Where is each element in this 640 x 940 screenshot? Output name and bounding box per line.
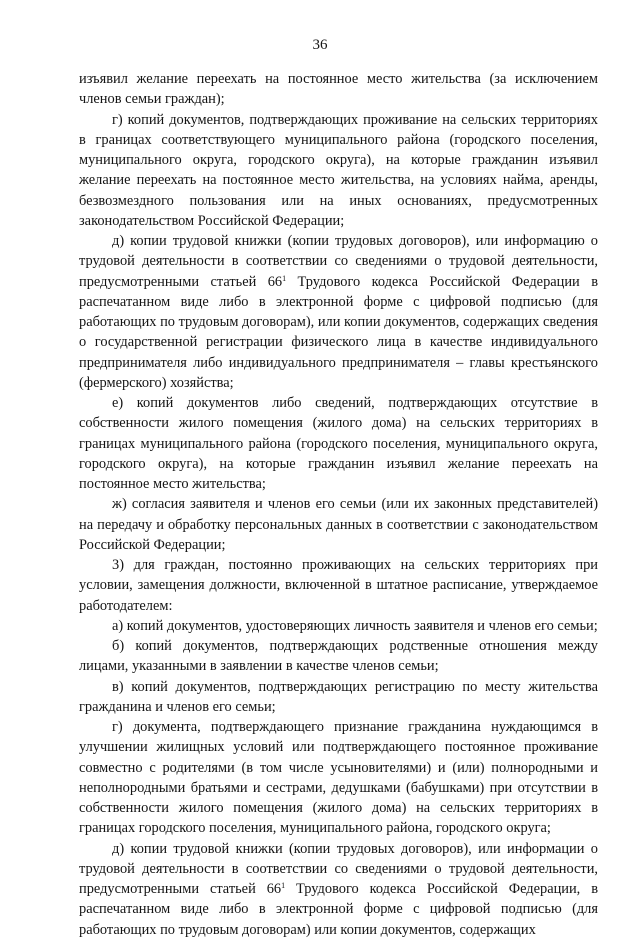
paragraph-item-g: г) копий документов, подтверждающих проживание на сельских территориях в границах соответствующего муниципального района (городского поселения, муниципального округа, городского округа), на которые гражданин изъявил желание переехать на постоянное место жительства, на условиях найма, аренды, безвозмездного пользования или на иных основаниях, предусмотренных законодательством Российской Федерации; <box>79 111 598 229</box>
paragraph-item-d <box>79 231 598 393</box>
paragraph-item-b: б) копий документов, подтверждающих родственные отношения между лицами, указанными в заявлении в качестве членов семьи; <box>79 638 598 675</box>
paragraph-text: Трудового кодекса Российской Федерации, в распечатанном виде либо в электронной форме с цифровой подписью (для работающих по трудовым договорам) или копии документов, содержащих <box>79 881 599 938</box>
document-body <box>79 69 598 940</box>
superscript-index: 1 <box>282 273 287 283</box>
paragraph-item-zh: ж) согласия заявителя и членов его семьи (или их законных представителей) на передачу и обработку персональных данных в соответствии с законодательством Российской Федерации; <box>79 496 598 553</box>
paragraph-item-e: е) копий документов либо сведений, подтверждающих отсутствие в собственности жилого помещения (жилого дома) на сельских территориях в границах муниципального района (городского поселения, муниципального округа, городского округа), на которые гражданин изъявил желание переехать на постоянное место жительства; <box>79 395 598 492</box>
paragraph-item-a: а) копий документов, удостоверяющих личность заявителя и членов его семьи; <box>112 617 598 634</box>
paragraph-text: Трудового кодекса Российской Федерации в распечатанном виде либо в электронной форме с цифровой подписью (для работающих по трудовым договорам), или копии документов, содержащих сведения о государственной регистрации физического лица в качестве индивидуального предпринимателя либо индивидуального предпринимателя – главы крестьянского (фермерского) хозяйства; <box>79 273 598 391</box>
paragraph-text: д) копии трудовой книжки (копии трудовых договоров), или информации о трудовой деятельности в соответствии со сведениями о трудовой деятельности, предусмотренными статьей 66 <box>79 840 598 897</box>
superscript-index: 1 <box>281 881 286 890</box>
paragraph-item-g-2: г) документа, подтверждающего признание гражданина нуждающимся в улучшении жилищных условий или подтверждающего постоянное проживание совместно с родителями (в том числе усыновителями) и (или) полнородными и неполнородными братьями и сестрами, дедушками (бабушками) при отсутствии в собственности жилого помещения (жилого дома) на сельских территориях в границах городского поселения, муниципального района, городского округа; <box>79 719 598 837</box>
page-number: 36 <box>312 37 328 53</box>
paragraph-item-d-2 <box>79 839 598 940</box>
paragraph-section-3: 3) для граждан, постоянно проживающих на сельских территориях при условии, замещения должности, включенной в штатное расписание, утверждаемое работодателем: <box>79 557 598 614</box>
paragraph-text: д) копии трудовой книжки (копии трудовых договоров), или информацию о трудовой деятельности в соответствии со сведениями о трудовой деятельности, предусмотренными статьей 66 <box>79 233 598 290</box>
paragraph-continuation: изъявил желание переехать на постоянное место жительства (за исключением членов семьи граждан); <box>79 71 598 108</box>
paragraph-item-v: в) копий документов, подтверждающих регистрацию по месту жительства гражданина и членов его семьи; <box>79 678 598 715</box>
